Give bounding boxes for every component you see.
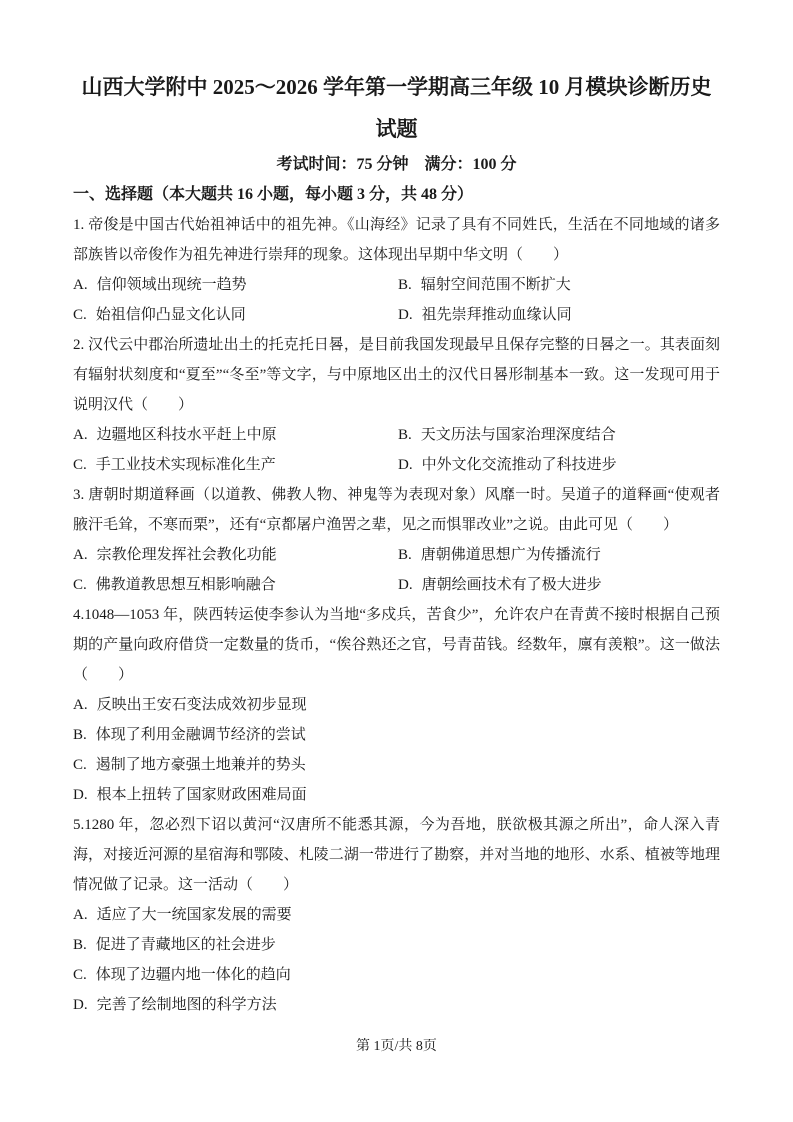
option-text: 促进了青藏地区的社会进步 bbox=[95, 937, 276, 953]
option-label: D. bbox=[398, 457, 413, 473]
option-text: 完善了绘制地图的科学方法 bbox=[96, 997, 277, 1013]
question-1-option-b bbox=[398, 270, 572, 300]
question-4-stem: 4.1048—1053 年，陕西转运使李参认为当地“多戍兵，苦食少”，允许农户在青黄不接时根据自己预期的产量向政府借贷一定数量的货币，“俟谷熟还之官，号青苗钱。经数年，廪有羡粮”。这一做法（ ） bbox=[73, 607, 720, 683]
question-3-option-c bbox=[73, 570, 398, 600]
option-text: 中外文化交流推动了科技进步 bbox=[421, 457, 617, 473]
option-text: 适应了大一统国家发展的需要 bbox=[96, 907, 292, 923]
option-label: A. bbox=[73, 547, 88, 563]
question-3-option-b bbox=[398, 540, 602, 570]
question-1-options bbox=[73, 270, 720, 330]
question-2-option-d bbox=[398, 450, 617, 480]
option-text: 天文历法与国家治理深度结合 bbox=[420, 427, 616, 443]
title-line-1: 山西大学附中 2025～2026 学年第一学期高三年级 10 月模块诊断历史 bbox=[81, 75, 712, 99]
question-4 bbox=[73, 600, 720, 810]
option-text: 佛教道教思想互相影响融合 bbox=[95, 577, 276, 593]
option-label: C. bbox=[73, 457, 87, 473]
question-4-option-d bbox=[73, 780, 720, 810]
option-label: B. bbox=[73, 727, 87, 743]
option-label: B. bbox=[73, 937, 87, 953]
question-1 bbox=[73, 210, 720, 330]
page-title bbox=[73, 66, 720, 150]
option-label: D. bbox=[398, 577, 413, 593]
question-5-option-a bbox=[73, 900, 720, 930]
question-4-option-b bbox=[73, 720, 720, 750]
exam-info: 考试时间：75 分钟 满分：100 分 bbox=[276, 156, 517, 173]
question-1-option-a bbox=[73, 270, 398, 300]
question-2-option-b bbox=[398, 420, 617, 450]
section-heading: 一、选择题（本大题共 16 小题，每小题 3 分，共 48 分） bbox=[73, 186, 474, 203]
question-2-stem: 2. 汉代云中郡治所遗址出土的托克托日晷，是目前我国发现最早且保存完整的日晷之一。其表面刻有辐射状刻度和“夏至”“冬至”等文字，与中原地区出土的汉代日晷形制基本一致。这一发现可用于说明汉代（ ） bbox=[73, 337, 720, 413]
option-label: A. bbox=[73, 427, 88, 443]
question-5-stem: 5.1280 年，忽必烈下诏以黄河“汉唐所不能悉其源，今为吾地，朕欲极其源之所出”，命人深入青海，对接近河源的星宿海和鄂陵、札陵二湖一带进行了勘察，并对当地的地形、水系、植被等地理情况做了记录。这一活动（ ） bbox=[73, 817, 720, 893]
question-2 bbox=[73, 330, 720, 480]
question-5-option-b bbox=[73, 930, 720, 960]
option-label: C. bbox=[73, 757, 87, 773]
option-label: B. bbox=[398, 547, 412, 563]
option-label: A. bbox=[73, 697, 88, 713]
question-5-options bbox=[73, 900, 720, 1020]
question-1-stem: 1. 帝俊是中国古代始祖神话中的祖先神。《山海经》记录了具有不同姓氏，生活在不同地域的诸多部族皆以帝俊作为祖先神进行崇拜的现象。这体现出早期中华文明（ ） bbox=[73, 217, 720, 263]
option-label: C. bbox=[73, 967, 87, 983]
option-label: B. bbox=[398, 427, 412, 443]
option-label: C. bbox=[73, 577, 87, 593]
option-text: 边疆地区科技水平赶上中原 bbox=[96, 427, 277, 443]
option-text: 宗教伦理发挥社会教化功能 bbox=[96, 547, 277, 563]
option-text: 根本上扭转了国家财政困难局面 bbox=[96, 787, 307, 803]
option-label: D. bbox=[73, 787, 88, 803]
question-5-option-c bbox=[73, 960, 720, 990]
option-text: 辐射空间范围不断扩大 bbox=[420, 277, 571, 293]
question-4-options bbox=[73, 690, 720, 810]
option-label: B. bbox=[398, 277, 412, 293]
option-label: A. bbox=[73, 907, 88, 923]
option-text: 唐朝绘画技术有了极大进步 bbox=[421, 577, 602, 593]
question-5 bbox=[73, 810, 720, 1020]
option-label: D. bbox=[73, 997, 88, 1013]
option-label: A. bbox=[73, 277, 88, 293]
option-label: C. bbox=[73, 307, 87, 323]
question-3-option-d bbox=[398, 570, 602, 600]
option-label: D. bbox=[398, 307, 413, 323]
option-text: 体现了边疆内地一体化的趋向 bbox=[95, 967, 291, 983]
question-3 bbox=[73, 480, 720, 600]
questions-list bbox=[73, 210, 720, 1020]
option-text: 遏制了地方豪强土地兼并的势头 bbox=[95, 757, 306, 773]
title-line-2: 试题 bbox=[375, 117, 418, 141]
page-number: 第 1页/共 8页 bbox=[356, 1039, 437, 1054]
option-text: 体现了利用金融调节经济的尝试 bbox=[95, 727, 306, 743]
option-text: 始祖信仰凸显文化认同 bbox=[95, 307, 246, 323]
question-2-option-c bbox=[73, 450, 398, 480]
question-3-stem: 3. 唐朝时期道释画（以道教、佛教人物、神鬼等为表现对象）风靡一时。吴道子的道释画“使观者腋汗毛耸，不寒而栗”，还有“京都屠户渔罟之辈，见之而惧罪改业”之说。由此可见（ ） bbox=[73, 487, 720, 533]
question-3-option-a bbox=[73, 540, 398, 570]
question-4-option-c bbox=[73, 750, 720, 780]
question-2-options bbox=[73, 420, 720, 480]
question-4-option-a bbox=[73, 690, 720, 720]
option-text: 祖先崇拜推动血缘认同 bbox=[421, 307, 572, 323]
question-1-option-c bbox=[73, 300, 398, 330]
question-5-option-d bbox=[73, 990, 720, 1020]
option-text: 唐朝佛道思想广为传播流行 bbox=[420, 547, 601, 563]
option-text: 信仰领域出现统一趋势 bbox=[96, 277, 247, 293]
question-1-option-d bbox=[398, 300, 572, 330]
question-2-option-a bbox=[73, 420, 398, 450]
option-text: 手工业技术实现标准化生产 bbox=[95, 457, 276, 473]
question-3-options bbox=[73, 540, 720, 600]
option-text: 反映出王安石变法成效初步显现 bbox=[96, 697, 307, 713]
